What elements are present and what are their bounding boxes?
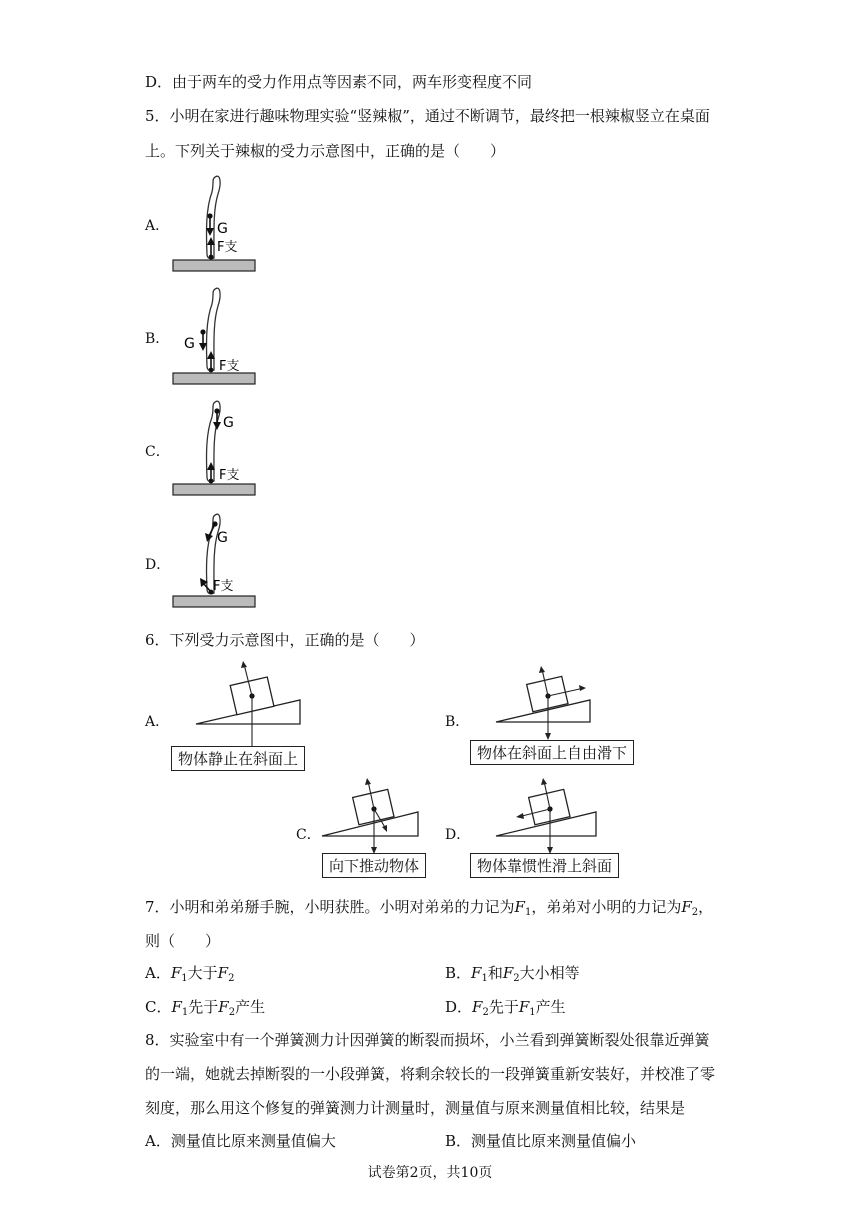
q5-option-a-figure [170, 170, 260, 275]
support-label: F支 [219, 359, 240, 374]
q7-option-b: B．$F_1$和$F_2$大小相等 [445, 964, 580, 984]
tabletop [173, 373, 255, 384]
q5-option-d-label: D． [145, 557, 171, 573]
q7-stem-line2: 则（ ） [145, 932, 221, 950]
q6-option-b-caption: 物体在斜面上自由滑下 [470, 740, 634, 765]
q7-option-a: A．$F_1$大于$F_2$ [145, 964, 235, 984]
q6-option-a-figure [190, 660, 310, 760]
q6-option-a-caption: 物体静止在斜面上 [171, 746, 305, 771]
page-footer: 试卷第2页，共10页 [367, 1165, 493, 1181]
q5-stem-line2: 上。下列关于辣椒的受力示意图中，正确的是（ ） [145, 142, 506, 160]
support-label: F支 [213, 579, 234, 594]
tabletop [173, 596, 255, 607]
q8-line3: 刻度，那么用这个修复的弹簧测力计测量时，测量值与原来测量值相比较，结果是 [145, 1099, 686, 1117]
q5-option-b-label: B． [145, 331, 170, 347]
gravity-label: G [217, 530, 228, 546]
gravity-label: G [223, 415, 234, 431]
gravity-label: G [184, 336, 195, 352]
q5-option-a-label: A． [145, 218, 170, 234]
support-label: F支 [217, 240, 238, 255]
q6-option-c-label: C． [296, 827, 321, 843]
q6-option-c-figure [316, 772, 436, 854]
q6-option-b-figure [490, 662, 610, 740]
q8-option-b: B．测量值比原来测量值偏小 [445, 1132, 637, 1150]
q5-stem-line1: 5．小明在家进行趣味物理实验“竖辣椒”，通过不断调节，最终把一根辣椒竖立在桌面 [145, 107, 710, 125]
q7-option-d: D．$F_2$先于$F_1$产生 [445, 998, 566, 1018]
support-label: F支 [219, 468, 240, 483]
q6-option-a-label: A． [145, 714, 170, 730]
q8-option-a: A．测量值比原来测量值偏大 [145, 1132, 336, 1150]
q6-option-d-caption: 物体靠惯性滑上斜面 [470, 853, 619, 878]
q7-stem-line1: 7．小明和弟弟掰手腕，小明获胜。小明对弟弟的力记为$F_1$，弟弟对小明的力记为$F_2$， [145, 898, 714, 918]
q5-option-b-figure [170, 282, 260, 387]
tabletop [173, 484, 255, 495]
q4-option-d: D．由于两车的受力作用点等因素不同，两车形变程度不同 [145, 73, 533, 91]
q7-option-c: C．$F_1$先于$F_2$产生 [145, 998, 266, 1018]
q6-stem: 6．下列受力示意图中，正确的是（ ） [145, 631, 425, 649]
q8-line2: 的一端，她就去掉断裂的一小段弹簧，将剩余较长的一段弹簧重新安装好，并校准了零 [145, 1065, 716, 1083]
q6-option-d-figure [490, 772, 610, 854]
q5-option-d-figure [170, 508, 260, 613]
q6-option-b-label: B． [445, 714, 470, 730]
q6-option-d-label: D． [445, 827, 471, 843]
q8-line1: 8．实验室中有一个弹簧测力计因弹簧的断裂而损坏，小兰看到弹簧断裂处很靠近弹簧 [145, 1031, 710, 1049]
q5-option-c-label: C． [145, 444, 170, 460]
tabletop [173, 260, 255, 271]
q5-option-c-figure [170, 395, 260, 500]
gravity-label: G [217, 221, 228, 237]
q6-option-c-caption: 向下推动物体 [322, 853, 426, 878]
